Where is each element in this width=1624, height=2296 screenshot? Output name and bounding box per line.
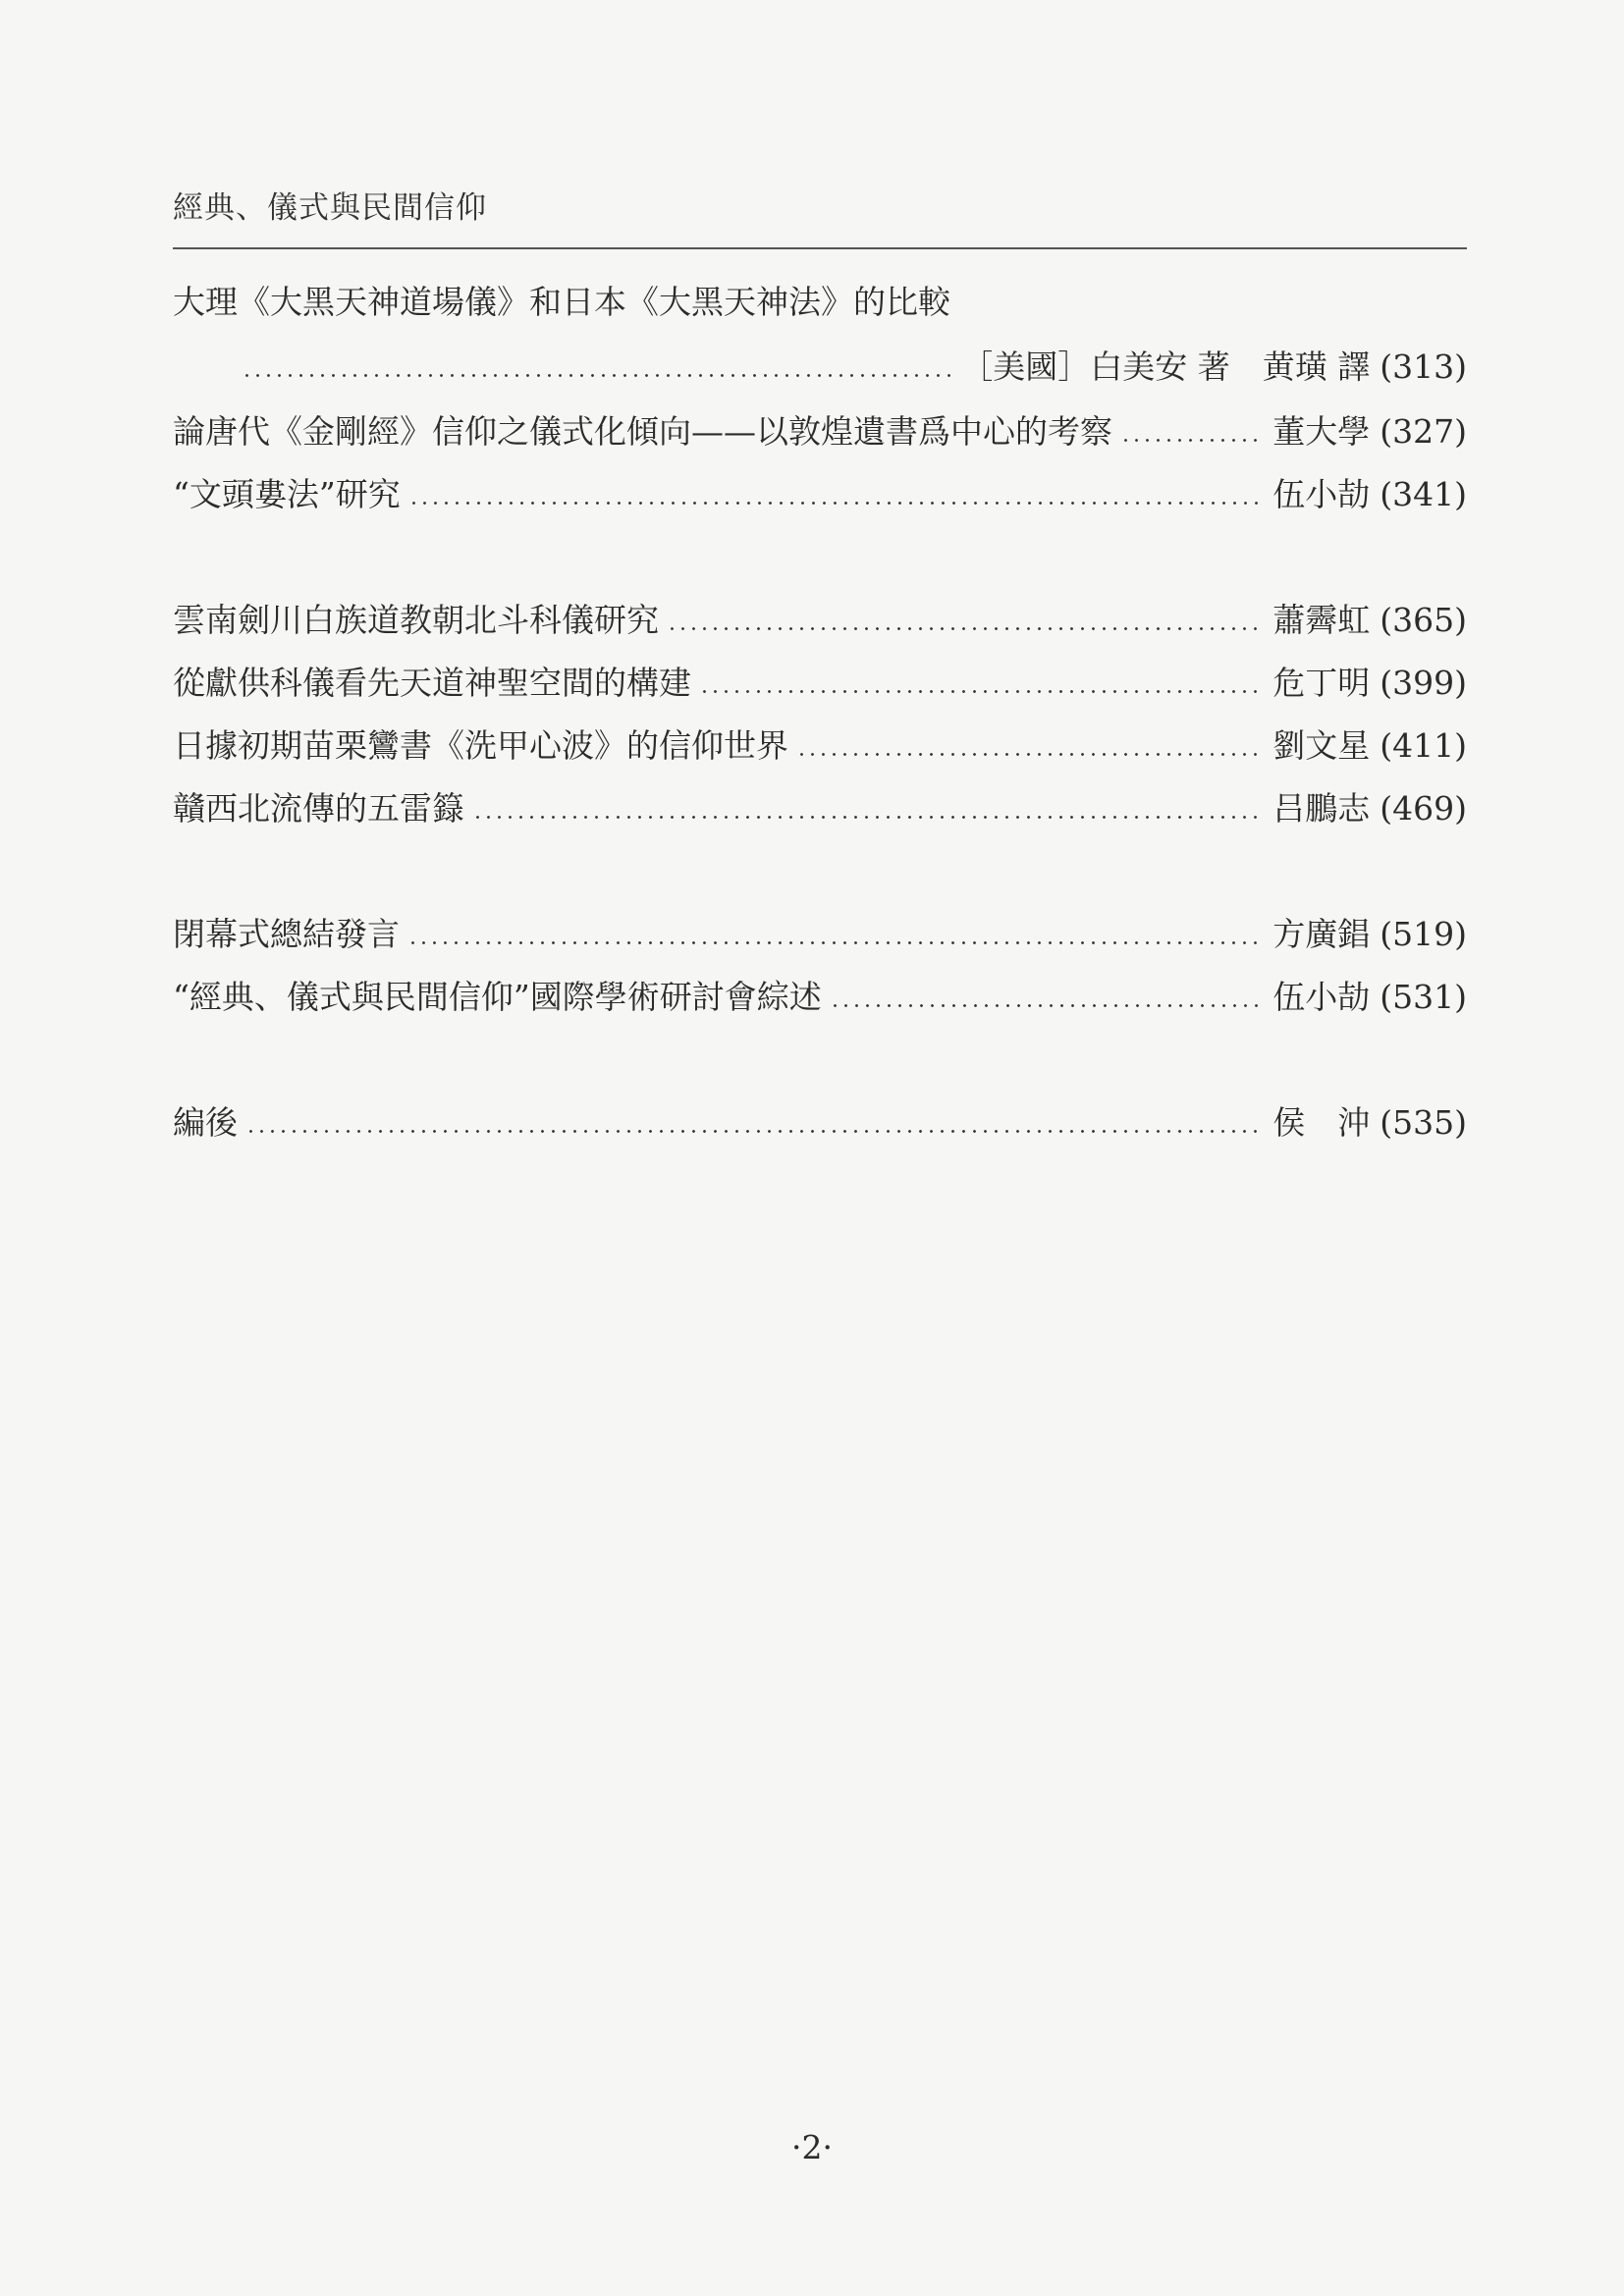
entry-author: 侯 沖 bbox=[1272, 1103, 1371, 1142]
entry-title: 贛西北流傳的五雷籙 bbox=[173, 789, 464, 828]
entry-page: (365) bbox=[1380, 601, 1467, 639]
dot-leader bbox=[796, 724, 1265, 768]
entry-author: 吕鵬志 bbox=[1272, 789, 1371, 828]
toc-entry bbox=[173, 662, 1467, 705]
dot-leader bbox=[245, 1101, 1265, 1145]
entry-author: 方廣錩 bbox=[1272, 915, 1371, 953]
dot-leader bbox=[830, 976, 1266, 1019]
entry-page: (327) bbox=[1380, 412, 1467, 451]
toc-entry bbox=[173, 1101, 1467, 1145]
entry-title: 編後 bbox=[173, 1103, 238, 1142]
entry-author: 董大學 bbox=[1272, 412, 1371, 451]
dot-leader bbox=[408, 473, 1266, 516]
entry-title: 日據初期苗栗鸞書《洗甲心波》的信仰世界 bbox=[173, 726, 788, 765]
entry-author: 危丁明 bbox=[1272, 664, 1371, 702]
toc-entry bbox=[173, 473, 1467, 516]
entry-title: 論唐代《金剛經》信仰之儀式化傾向——以敦煌遺書爲中心的考察 bbox=[173, 412, 1112, 451]
entry-page: (411) bbox=[1380, 726, 1467, 765]
dot-leader bbox=[407, 913, 1265, 956]
entry-page: (469) bbox=[1380, 789, 1467, 828]
toc-entry bbox=[173, 599, 1467, 642]
toc-entry bbox=[173, 913, 1467, 956]
dot-leader bbox=[699, 662, 1265, 705]
entry-title: 從獻供科儀看先天道神聖空間的構建 bbox=[173, 664, 691, 702]
entry-author: 伍小劼 bbox=[1272, 978, 1371, 1016]
entry-page: (313) bbox=[1380, 347, 1467, 386]
dot-leader bbox=[472, 787, 1265, 830]
header-rule bbox=[173, 247, 1467, 249]
entry-title: 雲南劍川白族道教朝北斗科儀研究 bbox=[173, 601, 659, 639]
entry-page: (535) bbox=[1380, 1103, 1467, 1142]
dot-leader bbox=[667, 599, 1265, 642]
toc-entry bbox=[173, 410, 1467, 454]
entry-title: “文頭婁法”研究 bbox=[173, 475, 401, 513]
entry-author: 劉文星 bbox=[1272, 726, 1371, 765]
toc-entry bbox=[173, 787, 1467, 830]
entry-author: 蕭霽虹 bbox=[1272, 601, 1371, 639]
entry-page: (341) bbox=[1380, 475, 1467, 513]
entry-page: (531) bbox=[1380, 978, 1467, 1016]
running-head: 經典、儀式與民間信仰 bbox=[173, 190, 487, 226]
toc-entry-continuation bbox=[173, 346, 1467, 389]
toc-entry bbox=[173, 976, 1467, 1019]
entry-page: (399) bbox=[1380, 664, 1467, 702]
entry-title: 閉幕式總結發言 bbox=[173, 915, 400, 953]
toc-entry bbox=[173, 724, 1467, 768]
dot-leader bbox=[242, 346, 952, 389]
page-number: ·2· bbox=[791, 2128, 833, 2166]
entry-title: 大理《大黑天神道場儀》和日本《大黑天神法》的比較 bbox=[173, 283, 950, 321]
entry-author: ［美國］白美安 著 黄璜 譯 bbox=[960, 347, 1371, 386]
entry-title: “經典、儀式與民間信仰”國際學術研討會綜述 bbox=[173, 978, 822, 1016]
toc-entry-title-line bbox=[173, 281, 1467, 324]
dot-leader bbox=[1120, 410, 1265, 454]
entry-page: (519) bbox=[1380, 915, 1467, 953]
entry-author: 伍小劼 bbox=[1272, 475, 1371, 513]
